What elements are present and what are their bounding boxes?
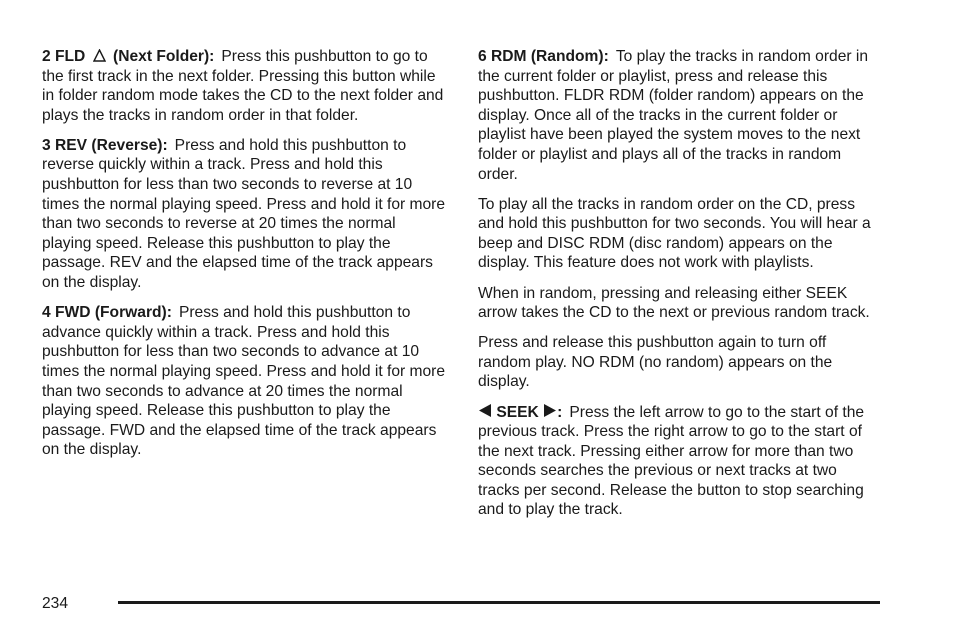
fwd-heading: 4 FWD (Forward): <box>42 304 172 322</box>
up-triangle-icon <box>93 49 106 62</box>
rev-body: Press and hold this pushbutton to reverse quickly within a track. Press and hold this pushbutton for less than two seconds to reverse at 10 times the normal playing speed. Press and hold it for more than two seconds to reverse at 20 times the normal playing speed. Release this pushbutton to play the passage. REV and the elapsed time of the track appears on the display. <box>42 136 446 292</box>
fld-heading-prefix: 2 FLD <box>42 48 86 65</box>
right-column <box>478 47 878 531</box>
disc-random-paragraph: To play all the tracks in random order on the CD, press and hold this pushbutton for two seconds. You will hear a beep and DISC RDM (disc random) appears on the display. This feature does not work with playlists. <box>478 195 871 272</box>
seek-random-paragraph: When in random, pressing and releasing either SEEK arrow takes the CD to the next or previous random track. <box>478 284 870 322</box>
right-arrow-icon <box>543 403 557 418</box>
footer-rule <box>118 601 880 604</box>
turn-off-paragraph: Press and release this pushbutton again to turn off random play. NO RDM (no random) appears on the display. <box>478 334 833 391</box>
fwd-body: Press and hold this pushbutton to advance quickly within a track. Press and hold this pushbutton for less than two seconds to advance at 10 times the normal playing speed. Press and hold it for more than two seconds to advance at 20 times the normal playing speed. Release this pushbutton to play the passage. FWD and the elapsed time of the track appears on the display. <box>42 304 446 459</box>
fwd-paragraph <box>42 303 446 460</box>
fld-heading-suffix: (Next Folder): <box>113 48 215 65</box>
seek-body: Press the left arrow to go to the start of the previous track. Press the right arrow to go to the start of the next track. Pressing either arrow for more than two seconds searches the previous or next tracks at two tracks per second. Release the button to stop searching and to play the track. <box>478 403 865 519</box>
rdm-heading: 6 RDM (Random): <box>478 48 609 65</box>
fld-body: Press this pushbutton to go to the first track in the next folder. Pressing this button while in folder random mode takes the CD to the next folder and plays the tracks in random order in that folder. <box>42 48 444 124</box>
page-number: 234 <box>42 595 69 612</box>
rdm-paragraph <box>478 47 878 184</box>
seek-colon: : <box>557 403 563 421</box>
seek-paragraph <box>478 403 878 521</box>
rev-paragraph <box>42 136 446 293</box>
rdm-body: To play the tracks in random order in the current folder or playlist, press and release this pushbutton. FLDR RDM (folder random) appears on the display. Once all of the tracks in the current folder or playlist have been played the system moves to the next folder or playlist and plays all of the tracks in random order. <box>478 48 869 183</box>
rev-heading: 3 REV (Reverse): <box>42 136 168 154</box>
left-column <box>42 47 446 470</box>
left-arrow-icon <box>478 403 492 418</box>
seek-heading: SEEK <box>496 403 539 421</box>
fld-paragraph <box>42 47 446 125</box>
